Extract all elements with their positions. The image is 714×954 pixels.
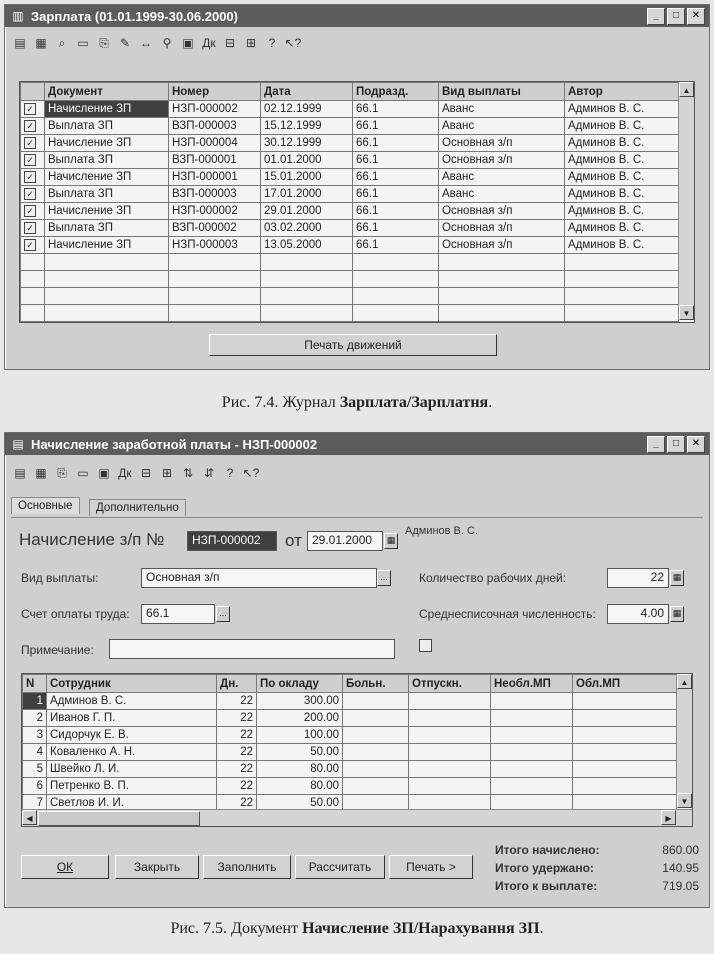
doc-number-field[interactable]: НЗП-000002: [187, 531, 277, 551]
fill-button[interactable]: Заполнить: [203, 855, 291, 879]
empty-cell: [21, 254, 45, 271]
journal-row[interactable]: [21, 203, 679, 220]
journal-col-author[interactable]: Автор: [565, 83, 679, 101]
employee-row[interactable]: [23, 778, 677, 795]
doc-post-icon[interactable]: ⎘: [57, 465, 67, 480]
emp-empty-cell: [343, 693, 409, 710]
journal-cell-author: Админов В. С.: [565, 135, 679, 152]
journal-cell-kind: Основная з/п: [439, 203, 565, 220]
ok-button[interactable]: ОК: [21, 855, 109, 879]
open-icon[interactable]: ▭: [77, 36, 89, 50]
journal-cell-author: Админов В. С.: [565, 186, 679, 203]
journal-cell-author: Админов В. С.: [565, 203, 679, 220]
journal-cell-author: Админов В. С.: [565, 169, 679, 186]
emp-cell-days: 22: [217, 761, 257, 778]
workdays-calc-icon[interactable]: ▦: [670, 570, 684, 586]
copy-doc-icon[interactable]: ▦: [35, 36, 47, 50]
employee-header-row: [23, 675, 677, 693]
emp-cell-salary: 80.00: [257, 761, 343, 778]
journal-titlebar[interactable]: [5, 5, 709, 27]
help-icon[interactable]: ?: [268, 36, 276, 50]
journal-cell-date: 01.01.2000: [261, 152, 353, 169]
emp-empty-cell: [573, 693, 677, 710]
journal-cell-date: 03.02.2000: [261, 220, 353, 237]
doc-minimize-button[interactable]: _: [647, 436, 665, 453]
journal-cell-number: ВЗП-000001: [169, 152, 261, 169]
emp-cell-n: 3: [23, 727, 47, 744]
emp-col-vacation[interactable]: Отпускн.: [409, 675, 491, 693]
tree-icon[interactable]: ⊞: [245, 36, 257, 50]
empty-cell: [565, 288, 679, 305]
emp-scroll-up-icon[interactable]: ▲: [677, 674, 692, 689]
emp-col-days[interactable]: Дн.: [217, 675, 257, 693]
pay-type-select-button[interactable]: ...: [377, 570, 391, 586]
employee-row[interactable]: [23, 727, 677, 744]
emp-cell-n: 5: [23, 761, 47, 778]
figure-caption-2: Рис. 7.5. Документ Начисление ЗП/Нарахування ЗП.: [170, 920, 544, 937]
emp-empty-cell: [491, 727, 573, 744]
emp-scroll-right-icon[interactable]: ▶: [661, 810, 676, 825]
emp-empty-cell: [409, 710, 491, 727]
close-doc-button[interactable]: Закрыть: [115, 855, 199, 879]
emp-empty-cell: [491, 744, 573, 761]
emp-empty-cell: [409, 761, 491, 778]
journal-cell-number: НЗП-000001: [169, 169, 261, 186]
from-label: от: [285, 531, 302, 550]
doc-tree-icon[interactable]: ⊞: [161, 466, 173, 480]
empty-cell: [439, 271, 565, 288]
journal-cell-author: Админов В. С.: [565, 101, 679, 118]
journal-cell-dept: 66.1: [353, 237, 439, 254]
accrual-header-label: Начисление з/п №: [19, 530, 165, 549]
emp-cell-days: 22: [217, 710, 257, 727]
row-status-icon: [21, 203, 45, 220]
emp-scroll-down-icon[interactable]: ▼: [677, 793, 692, 808]
journal-cell-number: ВЗП-000002: [169, 220, 261, 237]
avg-count-calc-icon[interactable]: ▦: [670, 606, 684, 622]
employee-table: [22, 674, 677, 812]
doc-copy-icon[interactable]: ▦: [35, 466, 47, 480]
journal-cell-author: Админов В. С.: [565, 237, 679, 254]
emp-empty-cell: [573, 710, 677, 727]
emp-cell-salary: 80.00: [257, 778, 343, 795]
empty-cell: [169, 271, 261, 288]
row-status-icon: [21, 237, 45, 254]
journal-cell-kind: Аванс: [439, 101, 565, 118]
journal-icon: ▥: [12, 9, 24, 23]
calculate-button[interactable]: Рассчитать: [295, 855, 385, 879]
journal-cell-document: Выплата ЗП: [45, 186, 169, 203]
journal-cell-kind: Основная з/п: [439, 237, 565, 254]
scroll-down-icon[interactable]: ▼: [679, 305, 694, 320]
find-icon[interactable]: ⌕: [58, 35, 66, 50]
journal-cell-kind: Аванс: [439, 118, 565, 135]
emp-empty-cell: [409, 727, 491, 744]
journal-cell-kind: Аванс: [439, 169, 565, 186]
journal-cell-author: Админов В. С.: [565, 152, 679, 169]
empty-cell: [565, 254, 679, 271]
emp-empty-cell: [491, 778, 573, 795]
document-titlebar[interactable]: [5, 433, 709, 455]
journal-cell-dept: 66.1: [353, 135, 439, 152]
avg-count-field[interactable]: 4.00: [607, 604, 669, 624]
emp-cell-days: 22: [217, 727, 257, 744]
empty-cell: [565, 305, 679, 322]
emp-cell-salary: 50.00: [257, 795, 343, 812]
doc-date-field[interactable]: 29.01.2000: [307, 531, 383, 551]
empty-cell: [439, 288, 565, 305]
employee-row[interactable]: [23, 693, 677, 710]
journal-cell-number: НЗП-000002: [169, 101, 261, 118]
emp-col-taxed[interactable]: Обл.МП: [573, 675, 677, 693]
total-accrued-value: 860.00: [662, 843, 699, 857]
edit-icon[interactable]: ✎: [119, 36, 131, 50]
report-icon[interactable]: ▣: [182, 36, 194, 50]
emp-cell-days: 22: [217, 744, 257, 761]
emp-empty-cell: [409, 778, 491, 795]
journal-row[interactable]: [21, 118, 679, 135]
journal-cell-dept: 66.1: [353, 169, 439, 186]
posted-check-icon: ✓: [24, 205, 36, 217]
emp-cell-name: Коваленко А. Н.: [47, 744, 217, 761]
empty-cell: [169, 305, 261, 322]
doc-report-icon[interactable]: ▣: [98, 466, 110, 480]
empty-cell: [261, 305, 353, 322]
journal-cell-document: Начисление ЗП: [45, 135, 169, 152]
print-button[interactable]: Печать >: [389, 855, 473, 879]
tab-additional[interactable]: Дополнительно: [89, 499, 186, 516]
journal-cell-date: 30.12.1999: [261, 135, 353, 152]
emp-cell-days: 22: [217, 693, 257, 710]
note-checkbox[interactable]: [419, 639, 432, 652]
journal-cell-number: ВЗП-000003: [169, 118, 261, 135]
emp-cell-n: 2: [23, 710, 47, 727]
empty-cell: [45, 305, 169, 322]
emp-col-n[interactable]: N: [23, 675, 47, 693]
journal-header-row: [21, 83, 679, 101]
workdays-label: Количество рабочих дней:: [419, 571, 567, 585]
emp-empty-cell: [343, 727, 409, 744]
journal-vscroll[interactable]: [678, 82, 694, 320]
total-payout-value: 719.05: [662, 879, 699, 893]
journal-empty-row: [21, 271, 679, 288]
document-window: [4, 432, 710, 908]
doc-dt-kt-icon[interactable]: Дк: [118, 466, 132, 480]
journal-col-check: [21, 83, 45, 101]
journal-title: Зарплата (01.01.1999-30.06.2000): [31, 8, 238, 24]
journal-cell-date: 13.05.2000: [261, 237, 353, 254]
journal-cell-kind: Аванс: [439, 186, 565, 203]
emp-cell-days: 22: [217, 795, 257, 812]
emp-col-sick[interactable]: Больн.: [343, 675, 409, 693]
emp-cell-n: 4: [23, 744, 47, 761]
employee-grid[interactable]: [21, 673, 693, 827]
emp-cell-name: Светлов И. И.: [47, 795, 217, 812]
emp-empty-cell: [343, 778, 409, 795]
account-label: Счет оплаты труда:: [21, 607, 130, 621]
emp-cell-salary: 300.00: [257, 693, 343, 710]
journal-row[interactable]: [21, 101, 679, 118]
posted-check-icon: ✓: [24, 171, 36, 183]
emp-cell-name: Петренко В. П.: [47, 778, 217, 795]
row-status-icon: [21, 118, 45, 135]
empty-cell: [169, 254, 261, 271]
doc-help-icon[interactable]: ?: [226, 466, 234, 480]
emp-empty-cell: [491, 761, 573, 778]
employee-hscroll[interactable]: [22, 809, 692, 826]
journal-grid[interactable]: [19, 81, 695, 323]
post-icon[interactable]: ⎘: [99, 35, 109, 50]
pay-type-label: Вид выплаты:: [21, 571, 99, 585]
journal-cell-date: 29.01.2000: [261, 203, 353, 220]
print-movements-button[interactable]: Печать движений: [209, 334, 497, 356]
workdays-field[interactable]: 22: [607, 568, 669, 588]
note-field[interactable]: [109, 639, 395, 659]
journal-col-date[interactable]: Дата: [261, 83, 353, 101]
journal-row[interactable]: [21, 220, 679, 237]
journal-empty-row: [21, 305, 679, 322]
emp-cell-name: Швейко Л. И.: [47, 761, 217, 778]
journal-cell-number: НЗП-000002: [169, 203, 261, 220]
posted-check-icon: ✓: [24, 239, 36, 251]
emp-empty-cell: [491, 693, 573, 710]
journal-col-document[interactable]: Документ: [45, 83, 169, 101]
journal-cell-author: Админов В. С.: [565, 220, 679, 237]
interval-icon[interactable]: ↔: [140, 36, 152, 50]
tab-main[interactable]: Основные: [11, 497, 80, 514]
empty-cell: [353, 254, 439, 271]
posted-check-icon: ✓: [24, 222, 36, 234]
journal-empty-row: [21, 288, 679, 305]
journal-cell-number: НЗП-000003: [169, 237, 261, 254]
journal-cell-document: Начисление ЗП: [45, 169, 169, 186]
author-label: Админов В. С.: [405, 525, 479, 537]
posted-check-icon: ✓: [24, 137, 36, 149]
row-status-icon: [21, 169, 45, 186]
empty-cell: [439, 305, 565, 322]
filter-icon[interactable]: ⊟: [224, 36, 236, 50]
empty-cell: [261, 271, 353, 288]
sort-desc-icon[interactable]: ⇵: [203, 466, 215, 480]
emp-scroll-left-icon[interactable]: ◀: [22, 810, 37, 825]
empty-cell: [353, 271, 439, 288]
employee-row[interactable]: [23, 744, 677, 761]
binoculars-icon[interactable]: ⚲: [162, 36, 172, 50]
journal-row[interactable]: [21, 169, 679, 186]
journal-cell-date: 02.12.1999: [261, 101, 353, 118]
close-button[interactable]: ✕: [687, 8, 705, 25]
journal-cell-document: Выплата ЗП: [45, 152, 169, 169]
journal-col-kind[interactable]: Вид выплаты: [439, 83, 565, 101]
emp-empty-cell: [573, 744, 677, 761]
calendar-icon[interactable]: ▦: [384, 533, 398, 549]
journal-row[interactable]: [21, 237, 679, 254]
employee-vscroll[interactable]: [676, 674, 692, 808]
empty-cell: [353, 305, 439, 322]
dt-kt-icon[interactable]: Дк: [202, 36, 216, 50]
emp-empty-cell: [573, 761, 677, 778]
journal-row[interactable]: [21, 152, 679, 169]
journal-col-dept[interactable]: Подразд.: [353, 83, 439, 101]
journal-cell-document: Начисление ЗП: [45, 237, 169, 254]
total-accrued-label: Итого начислено:: [495, 843, 600, 857]
scroll-up-icon[interactable]: ▲: [679, 82, 694, 97]
emp-col-name[interactable]: Сотрудник: [47, 675, 217, 693]
row-status-icon: [21, 186, 45, 203]
row-status-icon: [21, 220, 45, 237]
journal-cell-number: НЗП-000004: [169, 135, 261, 152]
emp-empty-cell: [409, 693, 491, 710]
emp-cell-salary: 100.00: [257, 727, 343, 744]
posted-check-icon: ✓: [24, 154, 36, 166]
doc-open-icon[interactable]: ▭: [77, 466, 89, 480]
document-title: Начисление заработной платы - НЗП-000002: [31, 436, 318, 452]
employee-row[interactable]: [23, 761, 677, 778]
journal-cell-document: Начисление ЗП: [45, 101, 169, 118]
new-doc-icon[interactable]: ▤: [14, 36, 26, 50]
journal-cell-document: Выплата ЗП: [45, 118, 169, 135]
empty-cell: [45, 254, 169, 271]
total-withheld-value: 140.95: [662, 861, 699, 875]
empty-cell: [21, 271, 45, 288]
journal-cell-kind: Основная з/п: [439, 135, 565, 152]
context-help-icon[interactable]: ↖?: [284, 36, 302, 50]
sort-asc-icon[interactable]: ⇅: [182, 466, 194, 480]
total-withheld-label: Итого удержано:: [495, 861, 594, 875]
posted-check-icon: ✓: [24, 188, 36, 200]
journal-cell-dept: 66.1: [353, 203, 439, 220]
total-payout-label: Итого к выплате:: [495, 879, 598, 893]
empty-cell: [45, 288, 169, 305]
doc-close-button[interactable]: ✕: [687, 436, 705, 453]
document-toolbar: [11, 461, 260, 485]
emp-empty-cell: [343, 744, 409, 761]
row-status-icon: [21, 152, 45, 169]
journal-row[interactable]: [21, 186, 679, 203]
empty-cell: [565, 271, 679, 288]
empty-cell: [21, 288, 45, 305]
journal-cell-dept: 66.1: [353, 118, 439, 135]
row-status-icon: [21, 101, 45, 118]
posted-check-icon: ✓: [24, 120, 36, 132]
empty-cell: [261, 288, 353, 305]
journal-row[interactable]: [21, 135, 679, 152]
emp-empty-cell: [573, 727, 677, 744]
emp-cell-n: 1: [23, 693, 47, 710]
journal-cell-date: 17.01.2000: [261, 186, 353, 203]
doc-maximize-button[interactable]: □: [667, 436, 685, 453]
emp-col-untaxed[interactable]: Необл.МП: [491, 675, 573, 693]
doc-new-icon[interactable]: ▤: [14, 466, 26, 480]
avg-count-label: Среднесписочная численность:: [419, 607, 596, 621]
journal-toolbar: [11, 31, 302, 55]
doc-context-help-icon[interactable]: ↖?: [242, 466, 260, 480]
emp-empty-cell: [343, 710, 409, 727]
document-icon: ▤: [12, 437, 24, 451]
account-field[interactable]: 66.1: [141, 604, 215, 624]
emp-empty-cell: [573, 778, 677, 795]
journal-cell-number: ВЗП-000003: [169, 186, 261, 203]
maximize-button[interactable]: □: [667, 8, 685, 25]
journal-cell-date: 15.12.1999: [261, 118, 353, 135]
journal-cell-document: Начисление ЗП: [45, 203, 169, 220]
emp-cell-days: 22: [217, 778, 257, 795]
emp-cell-name: Админов В. С.: [47, 693, 217, 710]
journal-cell-dept: 66.1: [353, 152, 439, 169]
empty-cell: [21, 305, 45, 322]
emp-hscroll-thumb[interactable]: [38, 811, 200, 826]
emp-col-salary[interactable]: По окладу: [257, 675, 343, 693]
empty-cell: [169, 288, 261, 305]
doc-filter-icon[interactable]: ⊟: [140, 466, 152, 480]
employee-row[interactable]: [23, 710, 677, 727]
account-select-button[interactable]: ...: [216, 606, 230, 622]
journal-cell-kind: Основная з/п: [439, 152, 565, 169]
emp-cell-n: 7: [23, 795, 47, 812]
emp-cell-name: Сидорчук Е. В.: [47, 727, 217, 744]
emp-empty-cell: [343, 761, 409, 778]
journal-cell-kind: Основная з/п: [439, 220, 565, 237]
journal-cell-dept: 66.1: [353, 220, 439, 237]
journal-table: [20, 82, 679, 322]
journal-empty-row: [21, 254, 679, 271]
note-label: Примечание:: [21, 643, 94, 657]
tab-divider: [11, 517, 703, 518]
journal-cell-dept: 66.1: [353, 101, 439, 118]
figure-caption-1: Рис. 7.4. Журнал Зарплата/Зарплатня.: [221, 394, 493, 411]
empty-cell: [353, 288, 439, 305]
emp-cell-salary: 200.00: [257, 710, 343, 727]
journal-cell-date: 15.01.2000: [261, 169, 353, 186]
journal-cell-dept: 66.1: [353, 186, 439, 203]
posted-check-icon: ✓: [24, 103, 36, 115]
empty-cell: [439, 254, 565, 271]
journal-col-number[interactable]: Номер: [169, 83, 261, 101]
minimize-button[interactable]: _: [647, 8, 665, 25]
journal-cell-author: Админов В. С.: [565, 118, 679, 135]
emp-cell-salary: 50.00: [257, 744, 343, 761]
pay-type-field[interactable]: Основная з/п: [141, 568, 377, 588]
emp-empty-cell: [409, 744, 491, 761]
empty-cell: [45, 271, 169, 288]
emp-cell-n: 6: [23, 778, 47, 795]
emp-empty-cell: [491, 710, 573, 727]
emp-cell-name: Иванов Г. П.: [47, 710, 217, 727]
row-status-icon: [21, 135, 45, 152]
journal-window: [4, 4, 710, 370]
journal-cell-document: Выплата ЗП: [45, 220, 169, 237]
empty-cell: [261, 254, 353, 271]
